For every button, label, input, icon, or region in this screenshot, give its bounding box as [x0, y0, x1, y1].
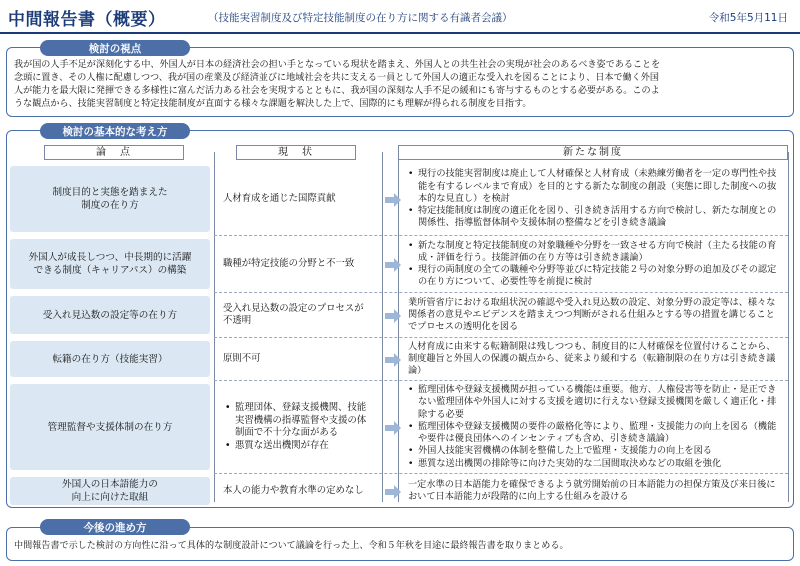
viewpoint-line: 念頭に置き、その人権に配慮しつつ、我が国の産業及び経済並びに地域社会を共に支える一員として外国人の適正な受入れを図ることにより、日本で働く外国: [14, 73, 659, 83]
viewpoint-heading: 検討の視点: [40, 40, 190, 56]
row-divider: [214, 292, 788, 293]
arrow-icon: [385, 484, 401, 498]
current-cell: [217, 384, 380, 470]
new-system-item: • 現行の両制度の全ての職種や分野等並びに特定技能２号の対象分野の追加及びその認定の在り方について、必要性等を前提に検討: [406, 264, 782, 288]
current-cell: 人材育成を通じた国際貢献: [223, 192, 336, 204]
viewpoint-line: 我が国の人手不足が深刻化する中、外国人が日本の経済社会の担い手となっている現状を踏まえ、外国人との共生社会の実現が社会のあるべき姿であることを: [14, 60, 661, 70]
topic-cell: 転籍の在り方（技能実習）: [10, 341, 210, 377]
new-system-item: • 現行の技能実習制度は廃止して人材確保と人材育成（未熟練労働者を一定の専門性や技能を有するレベルまで育成）を目的とする新たな制度の創設（実態に即した制度への抜本的な見直し）を検討: [406, 168, 782, 205]
new-system-item: • 新たな制度と特定技能制度の対象職種や分野を一致させる方向で検討（主たる技能の育成・評価を行う。技能評価の在り方等は引き続き議論）: [406, 240, 782, 264]
new-system-item: • 特定技能制度は制度の適正化を図り、引き続き活用する方向で検討し、新たな制度との関係性、指導監督体制や支援体制の整備などを引き続き議論: [406, 205, 782, 229]
new-system-cell: [406, 341, 786, 377]
row-divider: [214, 235, 788, 236]
current-item: • 監理団体、登録支援機関、技能実習機構の指導監督や支援の体制面で不十分な面がある: [223, 402, 374, 440]
current-cell: 本人の能力や教育水準の定めなし: [223, 484, 364, 496]
new-system-item: • 監理団体や登録支援機関が担っている機能は重要。他方、人権侵害等を防止・是正できない監理団体や外国人に対する支援を適切に行えない登録支援機関を厳しく適正化・排除する必要: [406, 384, 782, 421]
arrow-icon: [385, 192, 401, 206]
topic-cell: 制度目的と実態を踏まえた 制度の在り方: [10, 166, 210, 232]
arrow-icon: [385, 352, 401, 366]
arrow-icon: [385, 308, 401, 322]
page-header: [0, 0, 800, 30]
viewpoint-line: うな観点から、技能実習制度と特定技能制度が直面する様々な課題を解決した上で、国際的にも理解が得られる制度を目指す。: [14, 99, 532, 109]
new-column-border: [788, 152, 789, 502]
viewpoint-text: [14, 59, 790, 111]
new-system-cell: [406, 239, 786, 289]
current-cell: 受入れ見込数の設定のプロセスが 不透明: [223, 302, 364, 326]
row-divider: [214, 380, 788, 381]
page-date: 令和5年5月11日: [708, 12, 788, 24]
viewpoint-line: 人が能力を最大限に発揮できる多様性に富んだ活力ある社会を実現するとともに、我が国の深刻な人手不足の緩和にも寄与するものとする必要がある。このよ: [14, 86, 660, 96]
current-column-border: [214, 152, 215, 502]
new-system-text: 人材育成に由来する転籍制限は残しつつも、制度目的に人材確保を位置付けることから、制度趣旨と外国人の保護の観点から、従来より緩和する（転籍制限の在り方は引き続き議論）: [408, 340, 776, 377]
page-subtitle: （技能実習制度及び特定技能制度の在り方に関する有識者会議）: [208, 12, 513, 24]
new-system-cell: [406, 296, 786, 334]
topic-cell: 外国人が成長しつつ、中長期的に活躍 できる制度（キャリアパス）の構築: [10, 239, 210, 289]
new-system-cell: [406, 384, 786, 470]
header-rule: [0, 32, 800, 34]
basic-heading: 検討の基本的な考え方: [40, 123, 190, 139]
new-system-item: • 監理団体や登録支援機関の要件の厳格化等により、監理・支援能力の向上を図る（機能や要件は優良団体へのインセンティブも含め、引き続き議論）: [406, 421, 782, 445]
current-cell: 職種が特定技能の分野と不一致: [223, 257, 355, 269]
page-title: 中間報告書（概要）: [8, 10, 166, 30]
future-text: 中間報告書で示した検討の方向性に沿って具体的な制度設計について議論を行った上、令和５年秋を目途に最終報告書を取りまとめる。: [14, 541, 569, 551]
new-system-cell: [406, 477, 786, 505]
arrow-icon: [385, 420, 401, 434]
topic-cell: 受入れ見込数の設定等の在り方: [10, 296, 210, 334]
new-system-cell: [406, 166, 786, 232]
new-system-text: 一定水準の日本語能力を確保できるよう就労開始前の日本語能力の担保方策及び来日後において日本語能力が段階的に向上する仕組みを設ける: [408, 478, 776, 502]
current-cell: 原則不可: [223, 352, 261, 364]
topic-cell: 管理監督や支援体制の在り方: [10, 384, 210, 470]
new-system-text: 業所管省庁における取組状況の確認や受入れ見込数の設定、対象分野の設定等は、様々な関係者の意見やエビデンスを踏まえつつ判断がされる仕組みとする等の措置を講じることでプロセスの透明化を図る: [408, 296, 776, 333]
future-heading: 今後の進め方: [40, 519, 190, 535]
current-column-border: [382, 152, 383, 502]
column-header-new: 新たな制度: [398, 145, 788, 160]
row-divider: [214, 473, 788, 474]
current-item: • 悪質な送出機関が存在: [223, 440, 374, 453]
row-divider: [214, 337, 788, 338]
new-system-item: • 悪質な送出機関の排除等に向けた実効的な二国間取決めなどの取組を強化: [406, 458, 782, 470]
column-header-current: 現 状: [236, 145, 356, 160]
new-system-item: • 外国人技能実習機構の体制を整備した上で監理・支援能力の向上を図る: [406, 445, 782, 457]
topic-cell: 外国人の日本語能力の 向上に向けた取組: [10, 477, 210, 505]
column-header-topic: 論 点: [44, 145, 184, 160]
arrow-icon: [385, 257, 401, 271]
